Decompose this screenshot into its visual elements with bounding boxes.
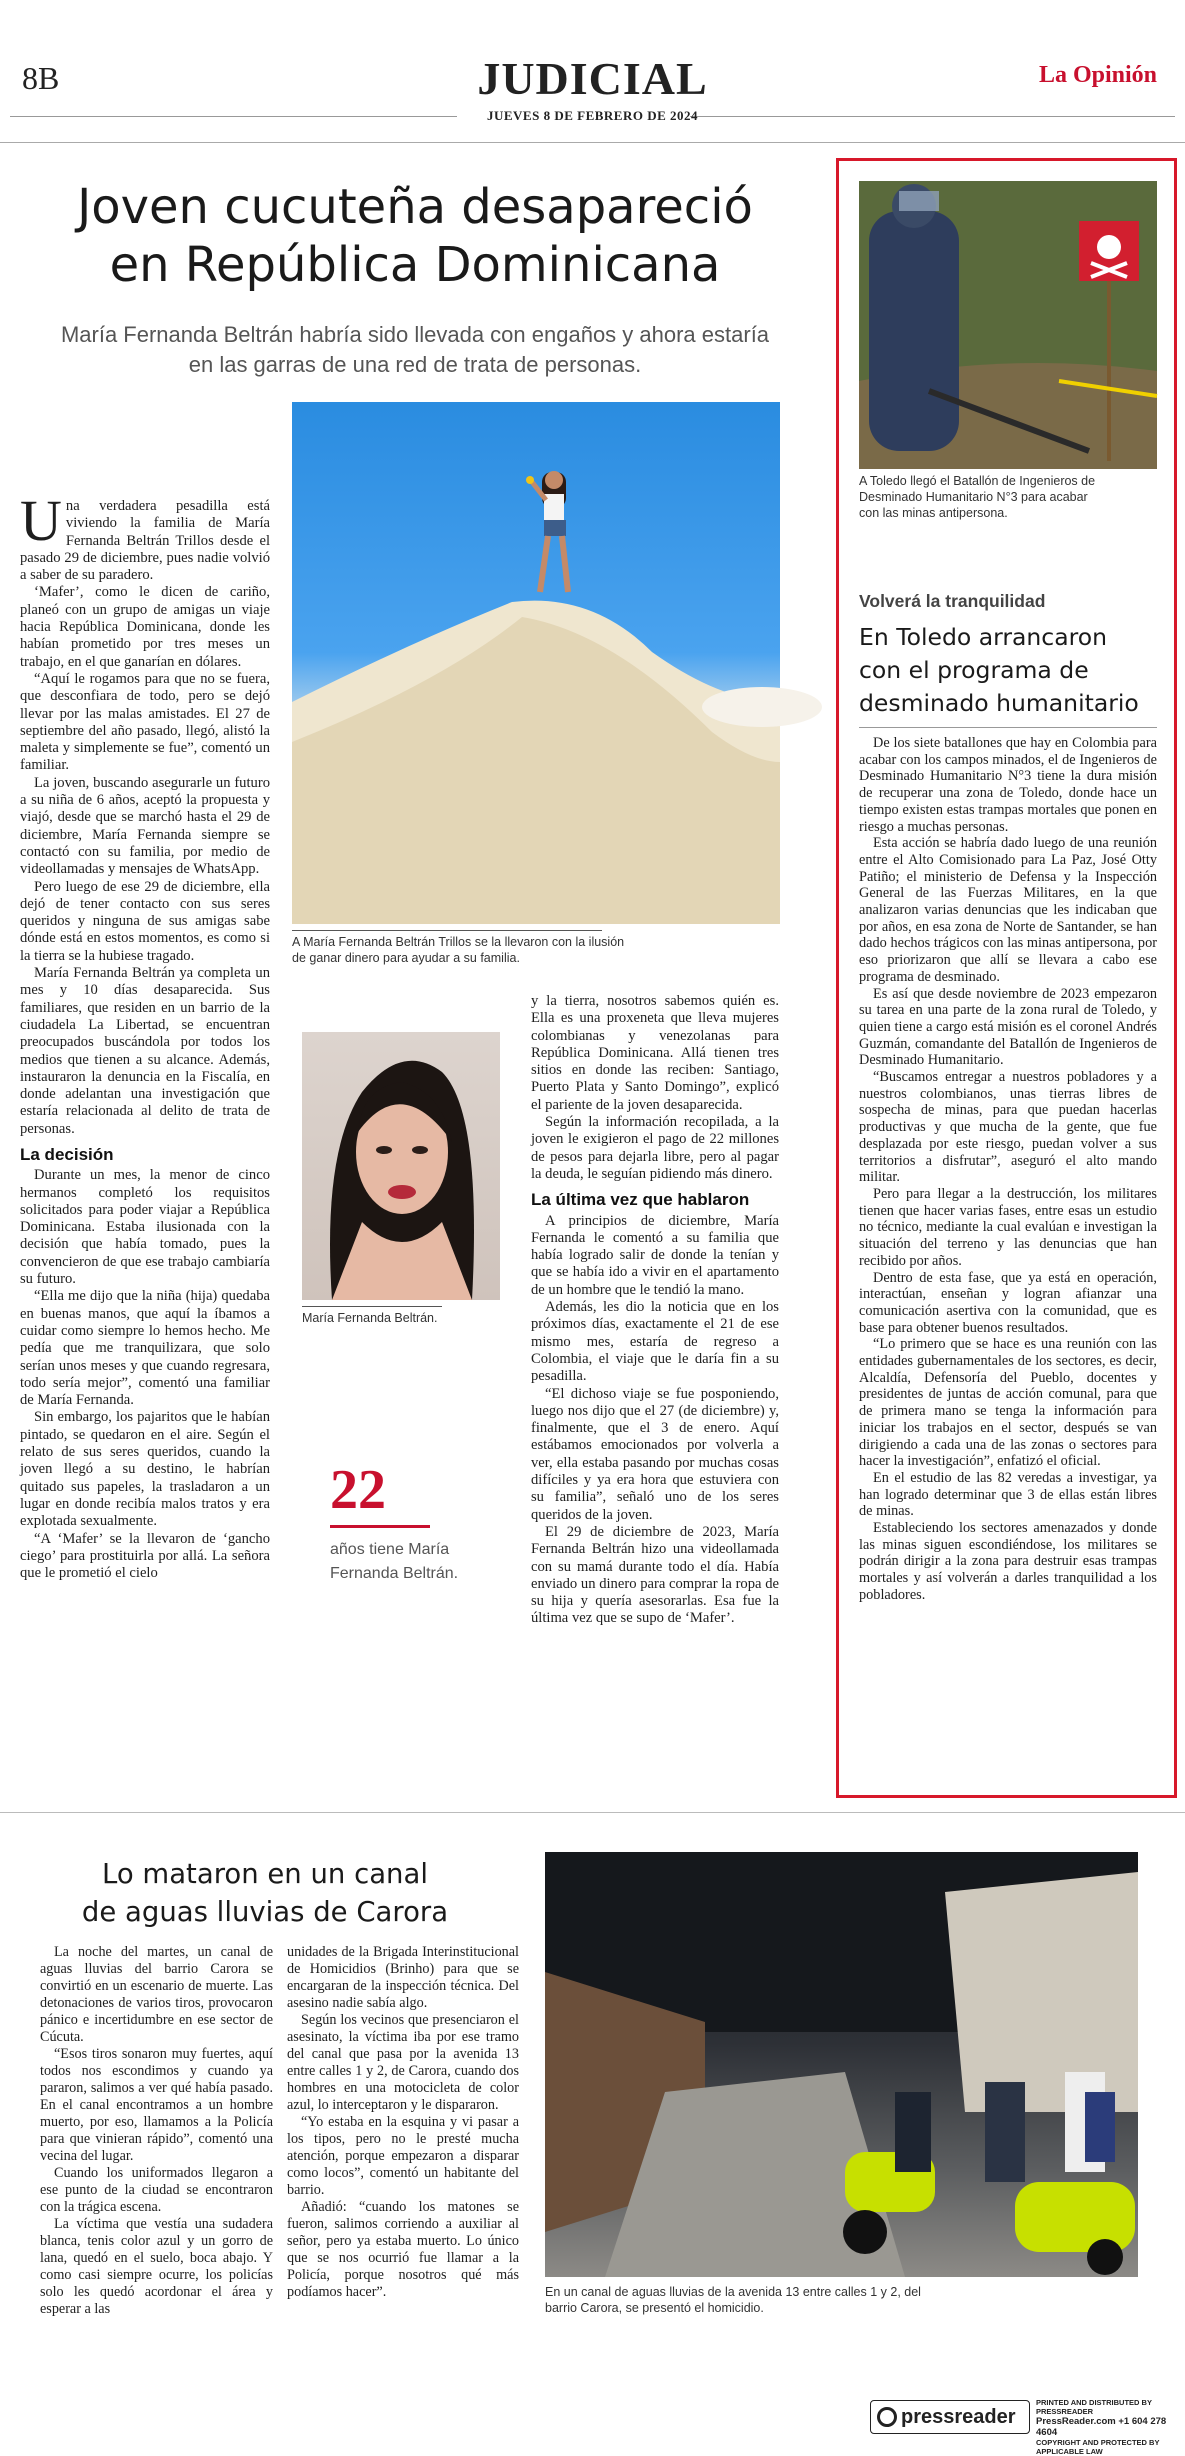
sidebar-box xyxy=(836,158,1177,1798)
main-col3-p6: El 29 de diciembre de 2023, María Fernanda Beltrán hizo una videollamada con su mamá durante todo el día. Había enviado un dinero para comprar la ropa de su hija y quería asesorarlas. Esa fue la última vez que se supo de ‘Mafer’. xyxy=(531,1523,779,1627)
stat-rule xyxy=(330,1525,430,1528)
main-col3-p5: “El dichoso viaje se fue posponiendo, luego nos dijo que el 27 (de diciembre) y, finalmente, que el 3 de enero. Aquí estábamos emocionados por volverla a ver, ella estaba pasando por muchas cosas difíciles y ya era hora que estuviera con su familia”, señaló uno de los seres queridos de la joven. xyxy=(531,1385,779,1523)
page-number: 8B xyxy=(22,60,60,96)
pressreader-logo[interactable] xyxy=(870,2400,1030,2434)
bottom-col1-p4: La víctima que vestía una sudadera blanca, tenis color azul y un gorro de lana, quedó en el suelo, boca abajo. Y como casi siempre ocurre, los policías solo les quedó acordonar el área y esperar a las xyxy=(40,2216,273,2317)
portrait-caption: María Fernanda Beltrán. xyxy=(302,1311,438,1325)
sidebar-p4: “Buscamos entregar a nuestros pobladores y a nuestros colombianos, unas tierras libres de sospecha de minas, para que puedan hacerlas productivas y que mucha de la gente, que fue desplazada por este riesgo, puedan volver a sus territorios a disfrutar”, aseguró el alto mando militar. xyxy=(859,1069,1157,1186)
sidebar-p8: En el estudio de las 82 veredas a investigar, ya han logrado determinar que 3 de ellas están libres de minas. xyxy=(859,1469,1157,1520)
main-col1-subhead: La decisión xyxy=(20,1144,114,1164)
sidebar-headline xyxy=(859,621,1159,720)
sidebar-caption-line-3: con las minas antipersona. xyxy=(859,506,1008,520)
main-headline-line-1: Joven cucuteña desapareció xyxy=(77,179,753,235)
pressreader-logo-text: pressreader xyxy=(901,2406,1016,2428)
bottom-col2-p4: Añadió: “cuando los matones se fueron, salimos corriendo a auxiliar al señor, pero ya estaba muerto. Lo único que se nos ocurrió fue llamar a la Policía, porque nosotros qué más podíamos hacer”. xyxy=(287,2199,519,2300)
bottom-col2-p2: Según los vecinos que presenciaron el asesinato, la víctima iba por ese tramo del canal que pasa por la avenida 13 entre calles 1 y 2, de Carora, cuando dos hombres en una motocicleta de color azul, lo interceptaron y le dispararon. xyxy=(287,2012,519,2113)
sidebar-headline-line-2: con el programa de xyxy=(859,656,1089,684)
bottom-caption-line-2: barrio Carora, se presentó el homicidio. xyxy=(545,2301,764,2315)
bottom-col1-p3: Cuando los uniformados llegaron a ese punto de la ciudad se encontraron con la trágica escena. xyxy=(40,2165,273,2215)
sidebar-p3: Es así que desde noviembre de 2023 empezaron su tarea en una parte de la zona rural de Toledo, y quien tiene a cargo está misión es el coronel Andrés Guzmán, comandante del Batallón de Ingenieros de Desminado Humanitario. xyxy=(859,985,1157,1069)
main-photo-caption-line-1: A María Fernanda Beltrán Trillos se la llevaron con la ilusión xyxy=(292,935,625,949)
main-col1-p6: María Fernanda Beltrán ya completa un mes y 10 días desaparecida. Sus familiares, que residen en un barrio de la ciudadela La Libertad, se encuentran preocupados buscándola por todos los medios que tienen a su alcance. Además, instauraron la denuncia en la Fiscalía, en donde adelantan una investigación que estaría relacionada al delito de trata de personas. xyxy=(20,965,270,1137)
sidebar-headline-line-1: En Toledo arrancaron xyxy=(859,623,1108,651)
main-col1-p8: “Ella me dijo que la niña (hija) quedaba en buenas manos, que aquí la íbamos a cuidar como siempre lo hemos hecho. Me pedía que me tranquilizara, que solo serían unos meses y que cuando regresara, todo sería mejor”, comentó una familiar de María Fernanda. xyxy=(20,1288,270,1409)
bottom-headline-line-2: de aguas lluvias de Carora xyxy=(81,1896,449,1928)
pressreader-line-3: COPYRIGHT AND PROTECTED BY APPLICABLE LAW xyxy=(1036,2438,1160,2456)
main-col3-p2: Según la información recopilada, a la joven le exigieron el pago de 22 millones de pesos para dejarla libre, pero al pagar la deuda, le seguían pidiendo más dinero. xyxy=(531,1114,779,1182)
main-col1-p5: Pero luego de ese 29 de diciembre, ella dejó de tener contacto con sus seres queridos y ninguna de sus amigas sabe dónde está en estos momentos, es como si la tierra se la hubiese tragado. xyxy=(20,878,270,964)
sidebar-caption-line-2: Desminado Humanitario N°3 para acabar xyxy=(859,490,1088,504)
bottom-col2-p3: “Yo estaba en la esquina y vi pasar a los tipos, pero no le presté mucha atención, porque empezaron a disparar como locos”, comentó un habitante del barrio. xyxy=(287,2114,519,2198)
main-headline-line-2: en República Dominicana xyxy=(109,237,721,293)
stat-number: 22 xyxy=(330,1459,386,1521)
main-col1-p7: Durante un mes, la menor de cinco hermanos completó los requisitos solicitados para poder viajar a República Dominicana. Estaba ilusionada con la decisión que había tomado, pues la convencieron de que ese trabajo cambiaría su futuro. xyxy=(20,1167,270,1288)
main-col1-p10: “A ‘Mafer’ se la llevaron de ‘gancho ciego’ para prostituirla por allá. La señora que le prometió el cielo xyxy=(20,1530,270,1582)
pressreader-notice xyxy=(1036,2398,1184,2456)
main-column-1 xyxy=(20,488,270,1582)
main-col3-p3: A principios de diciembre, María Fernanda le comentó a su familia que había logrado salir de donde la tenían y que se había ido a vivir en el apartamento de un hombre que le tendió la mano. xyxy=(531,1212,779,1298)
main-photo-illustration xyxy=(292,402,780,924)
bottom-photo-illustration xyxy=(545,1852,1138,2277)
main-col1-p2: ‘Mafer’, como le dicen de cariño, planeó con un grupo de amigas un viaje hacia República Dominicana, donde les habían prometido por tres meses un trabajo, en el que ganarían en dólares. xyxy=(20,584,270,670)
bottom-col1-p2: “Esos tiros sonaron muy fuertes, aquí todos nos escondimos y cuando ya pararon, salimos a ver qué había pasado. En el canal encontramos a un hombre muerto, por eso, llamamos a la Policía para que vinieran rápido”, comentó una vecina del lugar. xyxy=(40,2046,273,2164)
sidebar-body xyxy=(859,735,1157,1604)
portrait-photo xyxy=(302,1032,500,1300)
bottom-divider xyxy=(0,1812,1185,1813)
sidebar-kicker: Volverá la tranquilidad xyxy=(859,591,1046,611)
main-photo xyxy=(292,402,780,924)
main-col1-p1 xyxy=(20,488,270,584)
sidebar-headline-line-3: desminado humanitario xyxy=(859,689,1139,717)
bottom-col1-p1: La noche del martes, un canal de aguas lluvias del barrio Carora se convirtió en un escenario de muerte. Las detonaciones de varios tiros, provocaron pánico e incertidumbre en ese sector de Cúcuta. xyxy=(40,1944,273,2045)
sidebar-photo xyxy=(859,181,1157,469)
main-deck-line-1: María Fernanda Beltrán habría sido llevada con engaños y ahora estaría xyxy=(60,322,770,347)
main-col1-p3: “Aquí le rogamos para que no se fuera, que desconfiara de todo, pero se dejó llevar por las malas amistades. El 27 de septiembre del año pasado, llegó, alistó la maleta y simplemente se fue”, comentó un familiar. xyxy=(20,670,270,774)
portrait-illustration xyxy=(302,1032,500,1300)
bottom-col2-p1: unidades de la Brigada Interinstitucional de Homicidios (Brinho) para que se encargaran de la inspección técnica. Del asesino nadie sabía algo. xyxy=(287,1944,519,2011)
main-col1-p4: La joven, buscando asegurarle un futuro a su niña de 6 años, aceptó la propuesta y viajó, desde que se marchó hasta el 29 de diciembre, María Fernanda siempre se contactó con su familia, por medio de videollamadas y mensajes de WhatsApp. xyxy=(20,774,270,878)
sidebar-p6: Dentro de esta fase, que ya está en operación, interactúan, enseñan y logran afianzar una comunicación asertiva con la comunidad, que es base para obtener buenos resultados. xyxy=(859,1269,1157,1336)
main-photo-caption-line-2: de ganar dinero para ayudar a su familia. xyxy=(292,951,520,965)
bottom-column-2 xyxy=(287,1944,519,2301)
bottom-headline xyxy=(30,1855,500,1931)
sidebar-photo-caption xyxy=(859,473,1159,521)
main-col3-p4: Además, les dio la noticia que en los próximos días, exactamente el 21 de ese mismo mes, estaría de regreso a Colombia, el viaje que le daría fin a su pesadilla. xyxy=(531,1299,779,1385)
sidebar-p7: “Lo primero que se hace es una reunión con las entidades gubernamentales de los sectores, es decir, Alcaldía, Defensoría del Pueblo, docentes y presidentes de juntas de acción comunal, para que de primera mano se tenga la información para iniciar los trabajos en el sector, después se van dirigiendo a cada una de las zonas o sectores para hacer la investigación”, enfatizó el oficial. xyxy=(859,1336,1157,1470)
main-headline xyxy=(30,178,800,294)
issue-date: JUEVES 8 DE FEBRERO DE 2024 xyxy=(486,108,699,123)
sidebar-p9: Estableciendo los sectores amenazados y donde las minas siguen escondiéndose, los militares se podrán dirigir a la zona para destruir esas trampas mortales y así volverán a darles tranquilidad a los pobladores. xyxy=(859,1520,1157,1603)
pressreader-line-2[interactable]: PressReader.com +1 604 278 4604 xyxy=(1036,2416,1167,2438)
bottom-photo-caption xyxy=(545,2284,1145,2316)
sidebar-p1: De los siete batallones que hay en Colombia para acabar con los campos minados, el de Ingenieros de Desminado Humanitario N°3 tiene la dura misión de recuperar una zona de Toledo, donde hace un tiempo existen estas trampas mortales que ponen en riesgo a muchas personas. xyxy=(859,735,1157,835)
sidebar-photo-illustration xyxy=(859,181,1157,469)
sidebar-p5: Pero para llegar a la destrucción, los militares tienen que hacer varias fases, entre esas un estudio no técnico, mediante la cual evalúan e investigan la situación del terreno y las denuncias que han recibido por años. xyxy=(859,1185,1157,1269)
sidebar-caption-line-1: A Toledo llegó el Batallón de Ingenieros de xyxy=(859,474,1096,488)
bottom-headline-line-1: Lo mataron en un canal xyxy=(102,1858,428,1890)
sidebar-p2: Esta acción se habría dado luego de una reunión entre el Alto Comisionado para La Paz, José Otty Patiño; el ministerio de Defensa y la Inspección General de las Fuerzas Militares, en la que analizaron varias denuncias que les indicaban que por años, en esa zona de Norte de Santander, se han dado hechos trágicos con las minas antipersona, por eso priorizaron que allí se llevara a cabo ese programa de desminado. xyxy=(859,835,1157,985)
main-col1-p9: Sin embargo, los pajaritos que le habían pintado, se quedaron en el aire. Según el relato de sus seres queridos, cuando la joven llegó a su destino, le habrían quitado sus papeles, la trasladaron a un lugar en donde recibía malos tratos y era explotada sexualmente. xyxy=(20,1409,270,1530)
bottom-caption-line-1: En un canal de aguas lluvias de la avenida 13 entre calles 1 y 2, del xyxy=(545,2285,921,2299)
main-column-3 xyxy=(531,993,779,1628)
main-col3-subhead: La última vez que hablaron xyxy=(531,1190,750,1210)
brand-logo[interactable]: La Opinión xyxy=(1038,62,1157,88)
main-deck-line-2: en las garras de una red de trata de personas. xyxy=(188,352,642,377)
masthead-divider xyxy=(0,142,1185,143)
section-title: JUDICIAL xyxy=(477,53,708,104)
bottom-photo xyxy=(545,1852,1138,2277)
pressreader-icon xyxy=(877,2407,897,2427)
portrait-caption-rule xyxy=(302,1306,442,1307)
main-col1-p1-text: na verdadera pesadilla está viviendo la familia de María Fernanda Beltrán Trillos desde el pasado 29 de diciembre, pues nadie volvió a saber de su paradero. xyxy=(20,498,270,584)
main-deck xyxy=(30,320,800,380)
main-photo-caption-rule xyxy=(292,930,602,931)
sidebar-rule xyxy=(859,727,1157,728)
dropcap: U xyxy=(20,488,62,553)
pressreader-line-1: PRINTED AND DISTRIBUTED BY PRESSREADER xyxy=(1036,2398,1152,2416)
main-photo-caption xyxy=(292,934,792,966)
stat-text: años tiene María Fernanda Beltrán. xyxy=(330,1541,459,1582)
bottom-column-1 xyxy=(40,1944,273,2318)
main-col3-p1: y la tierra, nosotros sabemos quién es. Ella es una proxeneta que lleva mujeres colombianas y venezolanas para República Dominicana. Allá tienen tres sitios en donde las reciben: Santiago, Puerto Plata y Santo Domingo”, explicó el pariente de la joven desaparecida. xyxy=(531,993,779,1113)
